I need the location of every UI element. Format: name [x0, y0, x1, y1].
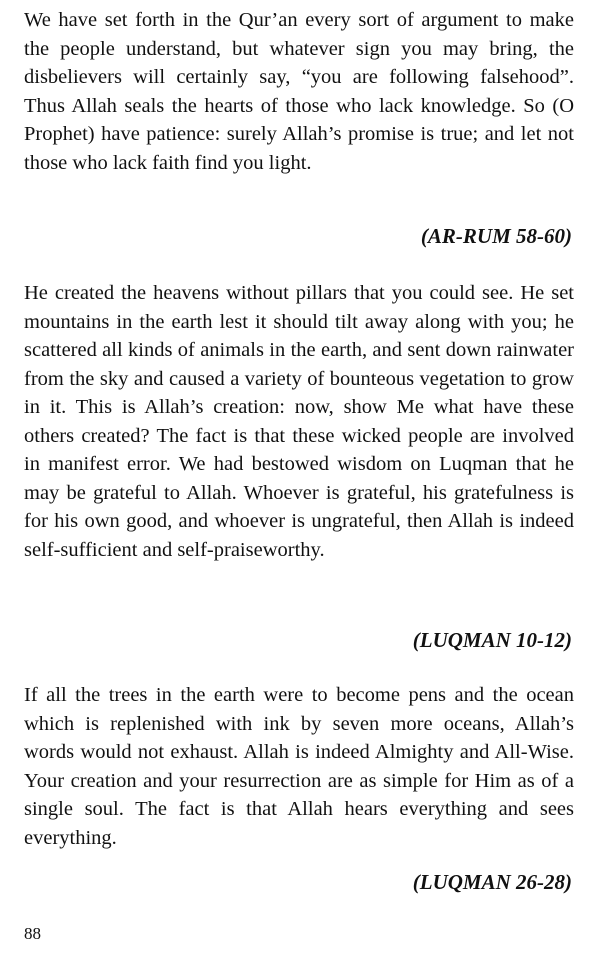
page-number: 88: [24, 924, 41, 943]
passage-2-text: He created the heavens without pillars that you could see. He set mountains in the earth lest it should tilt away along with you; he scattered all kinds of animals in the earth, and sent down rainwater from the sky and caused a variety of bounteous vegetation to grow in it. This is Allah’s creation: now, show Me what have these others created? The fact is that these wicked people are involved in manifest error. We had bestowed wisdom on Luqman that he may be grateful to Allah. Whoever is grateful, his gratefulness is for his own good, and whoever is ungrateful, then Allah is indeed self-sufficient and self-praiseworthy.: [24, 282, 574, 561]
passage-1-reference: (AR-RUM 58-60): [420, 224, 572, 248]
passage-3-reference: (LUQMAN 26-28): [412, 870, 572, 894]
passage-3-text: If all the trees in the earth were to become pens and the ocean which is replenished with ink by seven more oceans, Allah’s words would not exhaust. Allah is indeed Almighty and All-Wise. Your creation and your resurrection are as simple for Him as of a single soul. The fact is that Allah hears everything and sees everything.: [24, 684, 574, 849]
passage-1-text: We have set forth in the Qur’an every sort of argument to make the people understand, but whatever sign you may bring, the disbelievers will certainly say, “you are following falsehood”. Thus Allah seals the hearts of those who lack knowledge. So (O Prophet) have patience: surely Allah’s promise is true; and let not those who lack faith find you light.: [24, 9, 574, 174]
passage-2-reference: (LUQMAN 10-12): [412, 628, 572, 652]
